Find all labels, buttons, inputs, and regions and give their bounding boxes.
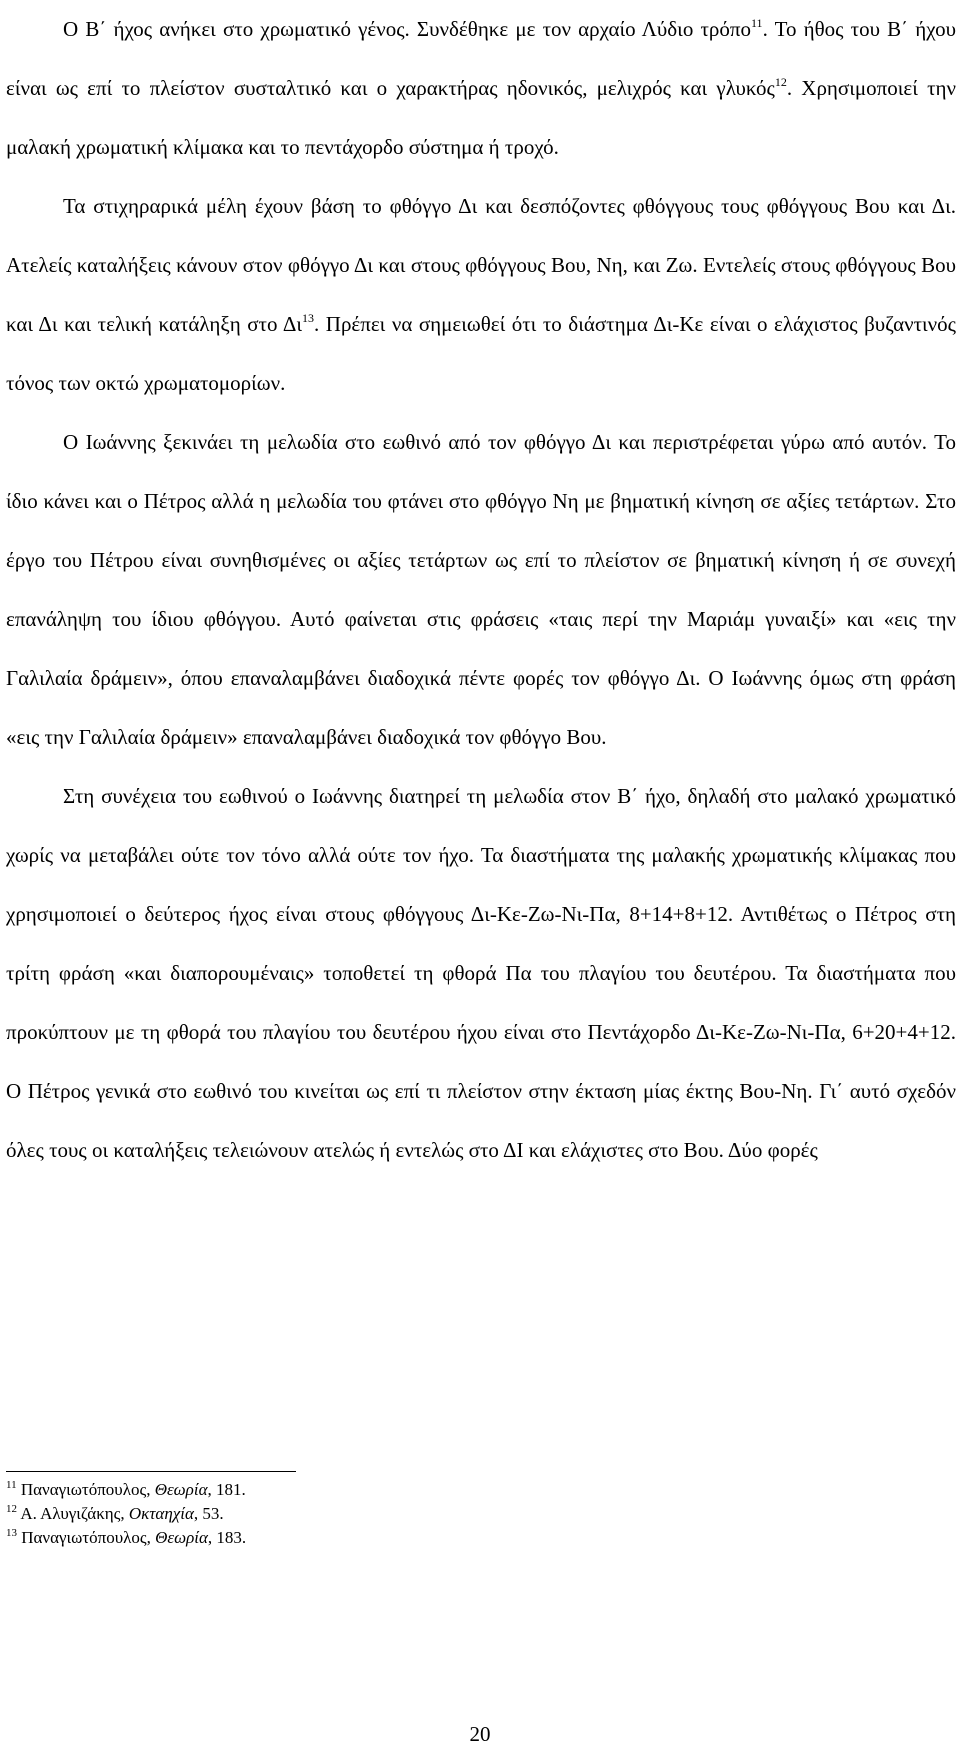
paragraph-4: Στη συνέχεια του εωθινού ο Ιωάννης διατηρεί τη μελωδία στον Β΄ ήχο, δηλαδή στο μαλακό χρωματικό χωρίς να μεταβάλει ούτε τον τόνο αλλά ούτε τον ήχο. Τα διαστήματα της μαλακής χρωματικής κλίμακας που χρησιμοποιεί ο δεύτερος ήχος είναι στους φθόγγους Δι-Κε-Ζω-Νι-Πα, 8+14+8+12. Αντιθέτως ο Πέτρος στη τρίτη φράση «και διαπορουμέναις» τοποθετεί τη φθορά Πα του πλαγίου του δευτέρου. Τα διαστήματα που προκύπτουν με τη φθορά του πλαγίου του δευτέρου ήχου είναι στο Πεντάχορδο Δι-Κε-Ζω-Νι-Πα, 6+20+4+12. Ο Πέτρος γενικά στο εωθινό του κινείται ως επί τι πλείστον στην έκταση μίας έκτης Βου-Νη. Γι΄ αυτό σχεδόν όλες τους οι καταλήξεις τελειώνουν ατελώς ή εντελώς στο ΔΙ και ελάχιστες στο Βου. Δύο φορές (6, 784, 956, 1162)
footnote-ref-11: 11 (751, 16, 763, 30)
footnote-11: $^{11}$ Παναγιωτόπουλος, Θεωρία, 181. (6, 1479, 246, 1499)
body-text (6, 0, 956, 1180)
footnote-ref-12: 12 (774, 75, 787, 89)
footnote-13: $^{13}$ Παναγιωτόπουλος, Θεωρία, 183. (6, 1527, 247, 1547)
footnote-12: $^{12}$ Α. Αλυγιζάκης, Οκταηχία, 53. (6, 1503, 224, 1523)
footnote-separator (6, 1471, 296, 1472)
footnotes (6, 1478, 606, 1550)
paragraph-1: Ο Β΄ ήχος ανήκει στο χρωματικό γένος. Συνδέθηκε με τον αρχαίο Λύδιο τρόπο$^{11}$. Το ήθος του Β΄ ήχου είναι ως επί το πλείστον συσταλτικό και ο χαρακτήρας ηδονικός, μελιχρός και γλυκός$^{12}$. Χρησιμοποιεί την μαλακή χρωματική κλίμακα και το πεντάχορδο σύστημα ή τροχό. (6, 16, 957, 159)
paragraph-2: Τα στιχηραρικά μέλη έχουν βάση το φθόγγο Δι και δεσπόζοντες φθόγγους τους φθόγγους Βου και Δι. Ατελείς καταλήξεις κάνουν στον φθόγγο Δι και στους φθόγγους Βου, Νη, και Ζω. Εντελείς στους φθόγγους Βου και Δι και τελική κατάληξη στο $\Delta\iota^{13}$. Πρέπει να σημειωθεί ότι το διάστημα Δι-Κε είναι ο ελάχιστος βυζαντινός τόνος των οκτώ χρωματομορίων. (6, 194, 956, 395)
footnote-ref-13: 13 (302, 311, 315, 325)
page-number: 20 (469, 1722, 491, 1746)
paragraph-3: Ο Ιωάννης ξεκινάει τη μελωδία στο εωθινό από τον φθόγγο Δι και περιστρέφεται γύρω από αυτόν. Το ίδιο κάνει και ο Πέτρος αλλά η μελωδία του φτάνει στο φθόγγο Νη με βηματική κίνηση σε αξίες τετάρτων. Στο έργο του Πέτρου είναι συνηθισμένες οι αξίες τετάρτων ως επί το πλείστον σε βηματική κίνηση ή σε συνεχή επανάληψη του ίδιου φθόγγου. Αυτό φαίνεται στις φράσεις «ταις περί την Μαριάμ γυναιξί» και «εις την Γαλιλαία δράμειν», όπου επαναλαμβάνει διαδοχικά πέντε φορές τον φθόγγο Δι. Ο Ιωάννης όμως στη φράση «εις την Γαλιλαία δράμειν» επαναλαμβάνει διαδοχικά τον φθόγγο Βου. (6, 430, 956, 749)
